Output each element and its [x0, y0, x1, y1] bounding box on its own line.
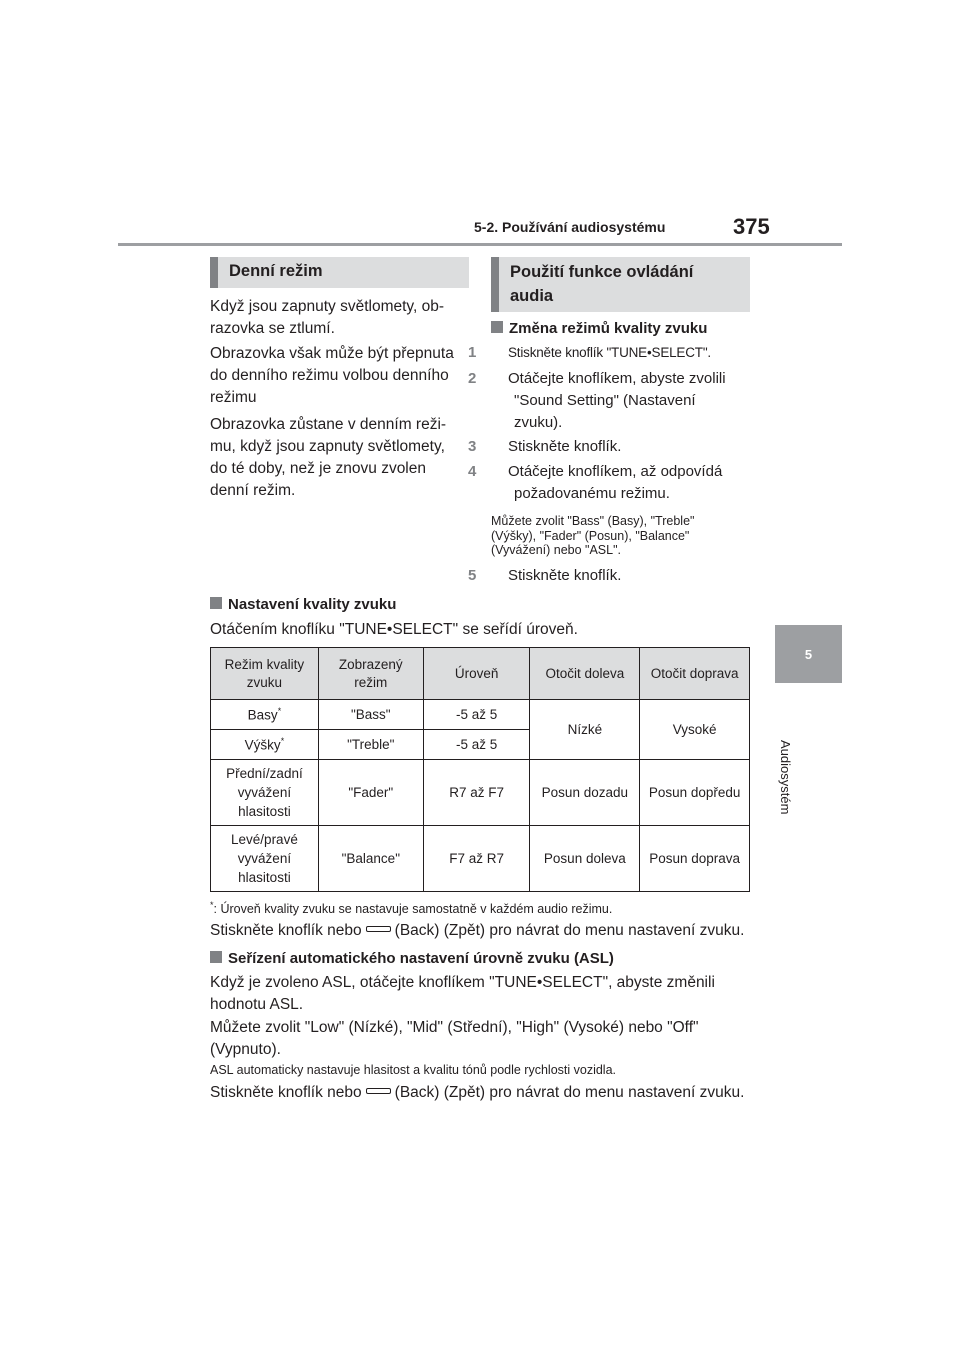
cell-mode: Levé/pravé vyvážení hlasitosti [211, 826, 319, 892]
cell-right: Posun dopředu [640, 760, 750, 826]
table-row [211, 700, 750, 730]
asl-paragraph-1: Když je zvoleno ASL, otáčejte knoflíkem "TUNE•SELECT", abyste změnili hodnotu ASL. [210, 974, 715, 1013]
sound-mode-subheading: Změna režimů kvality zvuku [491, 320, 707, 337]
asl-paragraph-2: Můžete zvolit "Low" (Nízké), "Mid" (Střední), "High" (Vysoké) nebo "Off" (Vypnuto). [210, 1019, 699, 1058]
step-2: 2 Otáčejte knoflíkem, abyste zvolili "Sound Setting" (Nastavení zvuku). [468, 370, 726, 431]
square-bullet-icon [210, 951, 222, 963]
quality-subheading: Nastavení kvality zvuku [210, 596, 396, 613]
cell-level: R7 až F7 [423, 760, 530, 826]
asl-note: ASL automaticky nastavuje hlasitost a kvalitu tónů podle rychlosti vozidla. [210, 1063, 616, 1077]
day-mode-paragraph-1: Když jsou zapnuty světlomety, ob- razovka se ztlumí. [210, 298, 445, 337]
step-4: 4 Otáčejte knoflíkem, až odpovídá požadovanému režimu. [468, 463, 723, 502]
step-5: 5 Stiskněte knoflík. [468, 567, 622, 584]
header-rule [118, 243, 842, 246]
quality-table [210, 647, 750, 892]
col-header-level: Úroveň [423, 648, 530, 700]
cell-display: "Treble" [318, 730, 423, 760]
step-3: 3 Stiskněte knoflík. [468, 438, 622, 455]
cell-level: F7 až R7 [423, 826, 530, 892]
cell-display: "Bass" [318, 700, 423, 730]
cell-display: "Balance" [318, 826, 423, 892]
col-header-right: Otočit doprava [640, 648, 750, 700]
audio-control-heading: Použití funkce ovládání audia [491, 257, 750, 312]
chapter-label: Audiosystém [778, 740, 793, 815]
table-footnote: *: Úroveň kvality zvuku se nastavuje samostatně v každém audio režimu. [210, 900, 613, 917]
back-button-icon [366, 926, 391, 932]
cell-level: -5 až 5 [423, 700, 530, 730]
table-row [211, 760, 750, 826]
day-mode-paragraph-3: Obrazovka zůstane v denním reži- mu, když jsou zapnuty světlomety, do té doby, než je znovu zvolen denní režim. [210, 416, 447, 499]
cell-mode: Přední/zadní vyvážení hlasitosti [211, 760, 319, 826]
cell-level: -5 až 5 [423, 730, 530, 760]
step-1: 1 Stiskněte knoflík "TUNE•SELECT". [468, 344, 711, 361]
back-instruction-1: Stiskněte knoflík nebo (Back) (Zpět) pro návrat do menu nastavení zvuku. [210, 922, 745, 939]
day-mode-heading: Denní režim [210, 257, 469, 288]
cell-mode: Basy* [211, 700, 319, 730]
back-button-icon [366, 1088, 391, 1094]
cell-mode: Výšky* [211, 730, 319, 760]
section-title: 5-2. Používání audiosystému [474, 219, 666, 235]
cell-left: Posun dozadu [530, 760, 640, 826]
col-header-mode: Režim kvality zvuku [211, 648, 319, 700]
cell-right-merged: Vysoké [640, 700, 750, 760]
cell-display: "Fader" [318, 760, 423, 826]
cell-right: Posun doprava [640, 826, 750, 892]
cell-left: Posun doleva [530, 826, 640, 892]
chapter-tab: 5 [775, 625, 842, 683]
col-header-display: Zobrazený režim [318, 648, 423, 700]
table-header-row [211, 648, 750, 700]
square-bullet-icon [491, 321, 503, 333]
table-row [211, 826, 750, 892]
square-bullet-icon [210, 597, 222, 609]
back-instruction-2: Stiskněte knoflík nebo (Back) (Zpět) pro návrat do menu nastavení zvuku. [210, 1084, 745, 1101]
mode-options-note: Můžete zvolit "Bass" (Basy), "Treble" (Výšky), "Fader" (Posun), "Balance" (Vyvážení) nebo "ASL". [491, 514, 695, 557]
quality-text: Otáčením knoflíku "TUNE•SELECT" se seřídí úroveň. [210, 621, 578, 638]
asl-subheading: Seřízení automatického nastavení úrovně zvuku (ASL) [210, 950, 614, 967]
col-header-left: Otočit doleva [530, 648, 640, 700]
day-mode-paragraph-2: Obrazovka však může být přepnuta do denního režimu volbou denního režimu [210, 345, 454, 406]
page-number: 375 [733, 214, 770, 239]
cell-left-merged: Nízké [530, 700, 640, 760]
